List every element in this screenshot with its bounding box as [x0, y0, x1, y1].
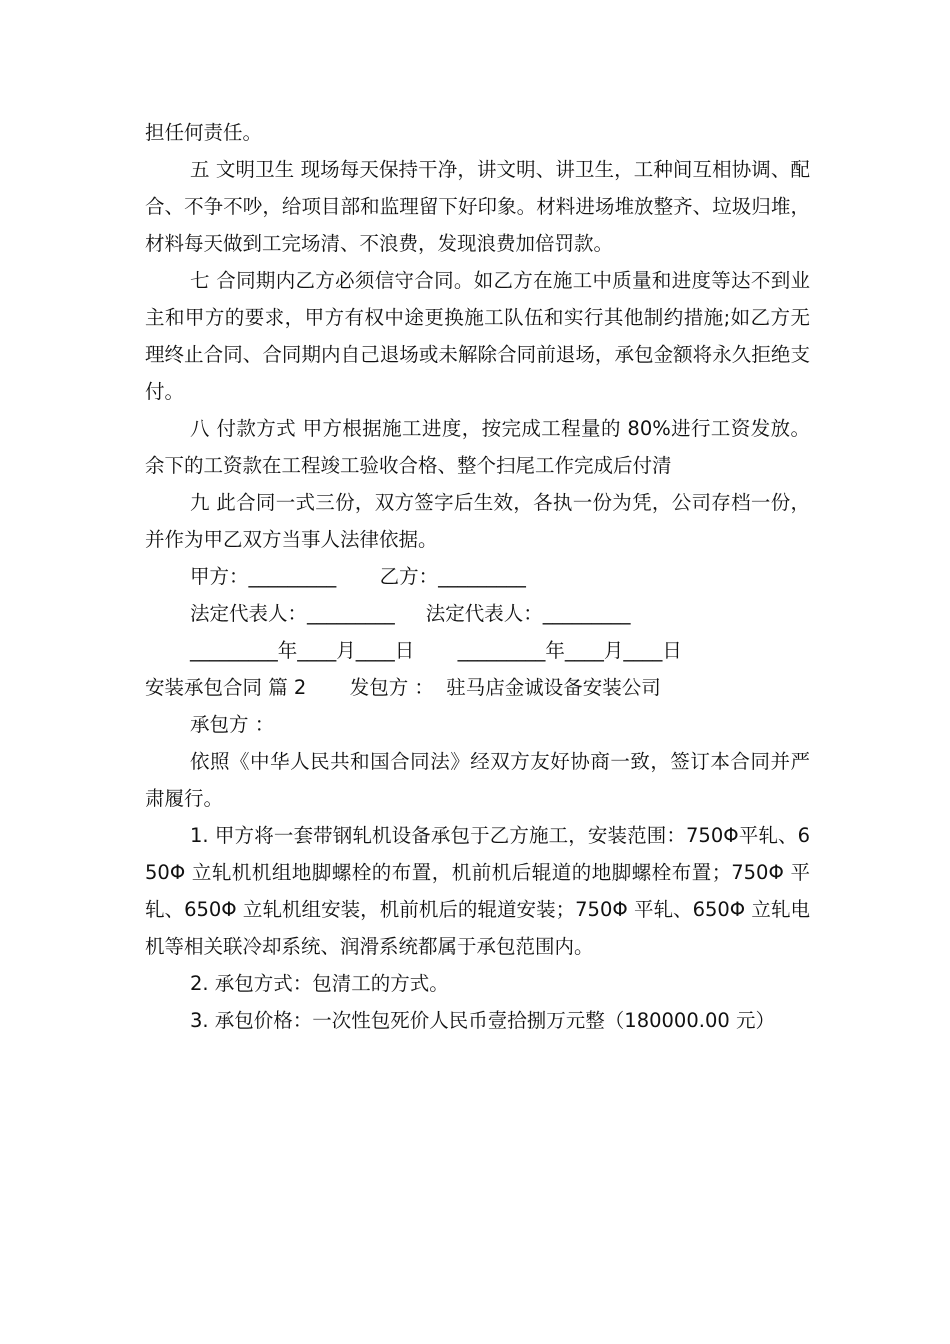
list-item-scope: 1. 甲方将一套带钢轧机设备承包于乙方施工，安装范围：750Φ平轧、650Φ 立轧机机组地脚螺栓的布置，机前机后辊道的地脚螺栓布置；750Φ 平轧、650Φ 立轧机组安装，机前机后的辊道安装；750Φ 平轧、650Φ 立轧电机等相关联冷却系统、润滑系统都属于承包范围内。 [145, 824, 810, 958]
paragraph-liability-end: 担任何责任。 [145, 121, 263, 144]
paragraph-contract-compliance: 七 合同期内乙方必须信守合同。如乙方在施工中质量和进度等达不到业主和甲方的要求，甲方有权中途更换施工队伍和实行其他制约措施;如乙方无理终止合同、合同期内自己退场或未解除合同前退场，承包金额将永久拒绝支付。 [145, 269, 810, 403]
list-item-price: 3. 承包价格：一次性包死价人民币壹拾捌万元整（180000.00 元） [190, 1009, 775, 1032]
signature-legal-representatives: 法定代表人：_________ 法定代表人：_________ [190, 602, 631, 625]
paragraph-copies: 九 此合同一式三份，双方签字后生效，各执一份为凭，公司存档一份，并作为甲乙双方当事人法律依据。 [145, 491, 810, 551]
paragraph-payment-method: 八 付款方式 甲方根据施工进度，按完成工程量的 80%进行工资发放。余下的工资款在工程竣工验收合格、整个扫尾工作完成后付清 [145, 417, 810, 477]
contractor-label: 承包方 ： [190, 713, 275, 736]
paragraph-civilized-hygiene: 五 文明卫生 现场每天保持干净，讲文明、讲卫生，工种间互相协调、配合、不争不吵，给项目部和监理留下好印象。材料进场堆放整齐、垃圾归堆，材料每天做到工完场清、不浪费，发现浪费加倍罚款。 [145, 158, 810, 255]
signature-dates: _________年____月____日 _________年____月____日 [190, 639, 682, 662]
paragraph-legal-basis: 依照《中华人民共和国合同法》经双方友好协商一致，签订本合同并严肃履行。 [145, 750, 810, 810]
section-title-contract-2: 安装承包合同 篇 2 发包方 ： 驻马店金诚设备安装公司 [145, 676, 661, 699]
signature-parties: 甲方：_________ 乙方：_________ [190, 565, 526, 588]
list-item-method: 2. 承包方式：包清工的方式。 [190, 972, 449, 995]
document-body [145, 114, 810, 1039]
